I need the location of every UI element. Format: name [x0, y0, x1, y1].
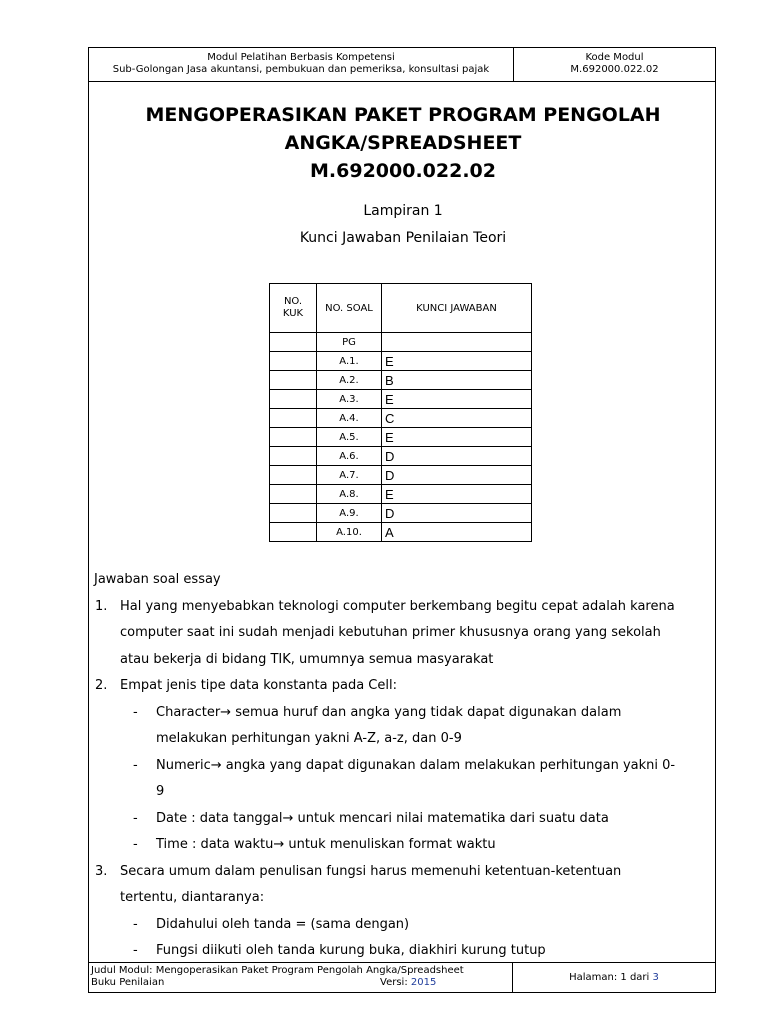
answer-cell: E	[382, 428, 532, 447]
footer-version	[380, 977, 436, 988]
doc-title-line1: MENGOPERASIKAN PAKET PROGRAM PENGOLAH	[145, 104, 661, 126]
table-row	[270, 485, 532, 504]
page-total: 3	[652, 972, 659, 983]
table-row	[270, 504, 532, 523]
question-number-cell: A.9.	[317, 504, 382, 523]
footer-judul: Judul Modul: Mengoperasikan Paket Program Pengolah Angka/Spreadsheet	[91, 965, 464, 976]
answer-cell: D	[382, 466, 532, 485]
question-number-cell: A.10.	[317, 523, 382, 542]
question-number-cell: A.6.	[317, 447, 382, 466]
header-module-info	[89, 48, 514, 81]
col-header-soal: NO. SOAL	[317, 284, 382, 333]
answer-cell: D	[382, 504, 532, 523]
rule-parentheses: Fungsi diikuti oleh tanda kurung buka, diakhiri kurung tutup	[156, 943, 546, 958]
kuk-cell	[270, 504, 317, 523]
essay-answer-2: Empat jenis tipe data konstanta pada Cell:	[120, 678, 397, 693]
answer-cell: D	[382, 447, 532, 466]
header-code-label: Kode Modul	[585, 52, 644, 63]
table-row	[270, 428, 532, 447]
answer-cell: E	[382, 390, 532, 409]
kuk-cell	[270, 409, 317, 428]
essay-answer-3-line1: Secara umum dalam penulisan fungsi harus memenuhi ketentuan-ketentuan	[120, 863, 622, 879]
kuk-cell	[270, 371, 317, 390]
rule-equals-sign: Didahului oleh tanda = (sama dengan)	[156, 916, 410, 932]
table-row	[270, 447, 532, 466]
doc-title-line3: M.692000.022.02	[310, 160, 496, 182]
header-module-title: Modul Pelatihan Berbasis Kompetensi	[207, 52, 395, 63]
section-label: PG	[317, 333, 382, 352]
answer-cell: B	[382, 371, 532, 390]
version-value: 2015	[410, 977, 437, 988]
item-number: 3.	[95, 863, 108, 879]
table-row	[270, 409, 532, 428]
question-number-cell: A.2.	[317, 371, 382, 390]
type-numeric-line2: 9	[156, 784, 165, 799]
bullet-dash: -	[133, 704, 138, 720]
bullet-dash: -	[133, 810, 138, 826]
page-label: Halaman: 1 dari	[569, 972, 650, 983]
page-body	[88, 81, 716, 962]
answer-cell: C	[382, 409, 532, 428]
kuk-cell	[270, 485, 317, 504]
question-number-cell: A.3.	[317, 390, 382, 409]
item-number: 1.	[95, 598, 108, 614]
footer-module-info	[89, 963, 513, 992]
page-footer	[88, 962, 716, 993]
bullet-dash: -	[133, 916, 138, 932]
answer-rows	[270, 352, 532, 542]
version-label: Versi:	[380, 977, 408, 988]
question-number-cell: A.4.	[317, 409, 382, 428]
header-subgroup: Sub-Golongan Jasa akuntansi, pembukuan dan pemeriksa, konsultasi pajak	[112, 64, 490, 75]
type-character-line2: melakukan perhitungan yakni A-Z, a-z, dan 0-9	[156, 731, 462, 746]
answer-cell: E	[382, 352, 532, 371]
table-row	[270, 523, 532, 542]
question-number-cell: A.5.	[317, 428, 382, 447]
kuk-cell	[270, 466, 317, 485]
essay-answer-1-line3: atau bekerja di bidang TIK, umumnya semua masyarakat	[120, 651, 494, 667]
table-row	[270, 390, 532, 409]
table-row	[270, 352, 532, 371]
bullet-dash: -	[133, 943, 138, 958]
col-header-jawaban: KUNCI JAWABAN	[382, 284, 532, 333]
kuk-cell	[270, 523, 317, 542]
col-header-kuk: NO. KUK	[270, 284, 317, 333]
lampiran-label: Lampiran 1	[363, 203, 443, 219]
kuk-cell	[270, 447, 317, 466]
header-code-value: M.692000.022.02	[570, 64, 659, 75]
answer-cell: A	[382, 523, 532, 542]
header-module-code	[514, 48, 715, 81]
table-row	[270, 371, 532, 390]
kuk-cell	[270, 428, 317, 447]
page-subtitle: Kunci Jawaban Penilaian Teori	[299, 230, 507, 246]
bullet-dash: -	[133, 837, 138, 852]
question-number-cell: A.7.	[317, 466, 382, 485]
table-row	[270, 466, 532, 485]
kuk-cell	[270, 352, 317, 371]
type-character-line1: Character→ semua huruf dan angka yang tidak dapat digunakan dalam	[156, 704, 622, 720]
essay-answer-3-line2: tertentu, diantaranya:	[120, 890, 265, 905]
question-number-cell: A.1.	[317, 352, 382, 371]
item-number: 2.	[95, 678, 108, 693]
footer-page-number	[513, 972, 715, 983]
answer-cell: E	[382, 485, 532, 504]
table-header-row	[270, 284, 532, 333]
bullet-dash: -	[133, 757, 138, 773]
question-number-cell: A.8.	[317, 485, 382, 504]
essay-heading: Jawaban soal essay	[94, 572, 221, 587]
essay-answer-1-line1: Hal yang menyebabkan teknologi computer berkembang begitu cepat adalah karena	[120, 598, 675, 614]
type-date: Date : data tanggal→ untuk mencari nilai matematika dari suatu data	[156, 810, 609, 826]
table-section-row	[270, 333, 532, 352]
type-numeric-line1: Numeric→ angka yang dapat digunakan dalam melakukan perhitungan yakni 0-	[156, 757, 676, 773]
footer-buku: Buku Penilaian	[91, 977, 165, 988]
essay-answer-1-line2: computer saat ini sudah menjadi kebutuhan primer khususnya orang yang sekolah	[120, 625, 661, 640]
answer-key-table	[269, 283, 532, 542]
doc-title-line2: ANGKA/SPREADSHEET	[284, 132, 522, 154]
page-header	[88, 47, 716, 82]
type-time: Time : data waktu→ untuk menuliskan format waktu	[156, 837, 496, 852]
kuk-cell	[270, 390, 317, 409]
